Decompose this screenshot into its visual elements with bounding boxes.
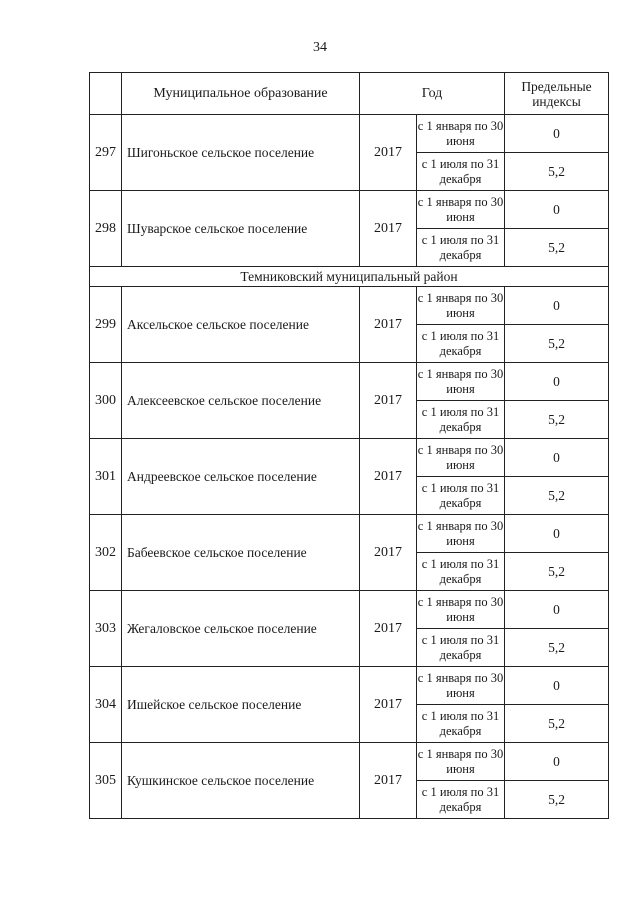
header-municipality: Муниципальное образование [122,73,360,115]
index-value: 5,2 [505,781,609,819]
year-cell: 2017 [360,515,417,591]
period-cell: с 1 января по 30 июня [417,191,505,229]
period-cell: с 1 января по 30 июня [417,515,505,553]
row-number: 304 [90,667,122,743]
table-header-row [90,73,609,115]
period-cell: с 1 июля по 31 декабря [417,781,505,819]
municipality-name: Аксельское сельское поселение [122,287,360,363]
period-cell: с 1 июля по 31 декабря [417,401,505,439]
index-value: 0 [505,191,609,229]
period-cell: с 1 июля по 31 декабря [417,153,505,191]
section-row [90,267,609,287]
table-row [90,191,609,229]
period-cell: с 1 июля по 31 декабря [417,325,505,363]
row-number: 297 [90,115,122,191]
header-index: Предельные индексы [505,73,609,115]
period-cell: с 1 января по 30 июня [417,363,505,401]
index-value: 5,2 [505,325,609,363]
period-cell: с 1 июля по 31 декабря [417,629,505,667]
period-cell: с 1 июля по 31 декабря [417,229,505,267]
index-value: 5,2 [505,705,609,743]
table-row [90,287,609,325]
municipality-name: Шигоньское сельское поселение [122,115,360,191]
year-cell: 2017 [360,115,417,191]
page-number: 34 [313,40,327,55]
municipality-name: Шуварское сельское поселение [122,191,360,267]
table-row [90,439,609,477]
index-value: 5,2 [505,553,609,591]
row-number: 302 [90,515,122,591]
table-row [90,115,609,153]
year-cell: 2017 [360,363,417,439]
index-value: 0 [505,515,609,553]
period-cell: с 1 июля по 31 декабря [417,477,505,515]
row-number: 305 [90,743,122,819]
table-row [90,743,609,781]
year-cell: 2017 [360,591,417,667]
period-cell: с 1 января по 30 июня [417,439,505,477]
index-value: 0 [505,363,609,401]
municipal-index-table [89,72,609,819]
row-number: 303 [90,591,122,667]
row-number: 299 [90,287,122,363]
period-cell: с 1 января по 30 июня [417,115,505,153]
municipality-name: Бабеевское сельское поселение [122,515,360,591]
index-value: 5,2 [505,629,609,667]
index-value: 0 [505,743,609,781]
index-value: 0 [505,287,609,325]
period-cell: с 1 июля по 31 декабря [417,553,505,591]
municipality-name: Андреевское сельское поселение [122,439,360,515]
section-title: Темниковский муниципальный район [90,267,609,287]
period-cell: с 1 января по 30 июня [417,591,505,629]
header-number [90,73,122,115]
municipality-name: Ишейское сельское поселение [122,667,360,743]
row-number: 300 [90,363,122,439]
index-value: 0 [505,667,609,705]
table-row [90,363,609,401]
table-body-section [90,267,609,287]
table-row [90,667,609,705]
municipality-name: Кушкинское сельское поселение [122,743,360,819]
year-cell: 2017 [360,439,417,515]
municipality-name: Алексеевское сельское поселение [122,363,360,439]
table-row [90,515,609,553]
index-value: 0 [505,439,609,477]
index-value: 0 [505,115,609,153]
index-value: 5,2 [505,229,609,267]
year-cell: 2017 [360,287,417,363]
period-cell: с 1 июля по 31 декабря [417,705,505,743]
index-value: 0 [505,591,609,629]
year-cell: 2017 [360,667,417,743]
table-body-part2 [90,287,609,819]
municipality-name: Жегаловское сельское поселение [122,591,360,667]
row-number: 301 [90,439,122,515]
period-cell: с 1 января по 30 июня [417,287,505,325]
index-value: 5,2 [505,153,609,191]
index-value: 5,2 [505,401,609,439]
period-cell: с 1 января по 30 июня [417,743,505,781]
table-body-part1 [90,115,609,267]
table-row [90,591,609,629]
year-cell: 2017 [360,743,417,819]
period-cell: с 1 января по 30 июня [417,667,505,705]
year-cell: 2017 [360,191,417,267]
index-value: 5,2 [505,477,609,515]
header-year: Год [360,73,505,115]
row-number: 298 [90,191,122,267]
